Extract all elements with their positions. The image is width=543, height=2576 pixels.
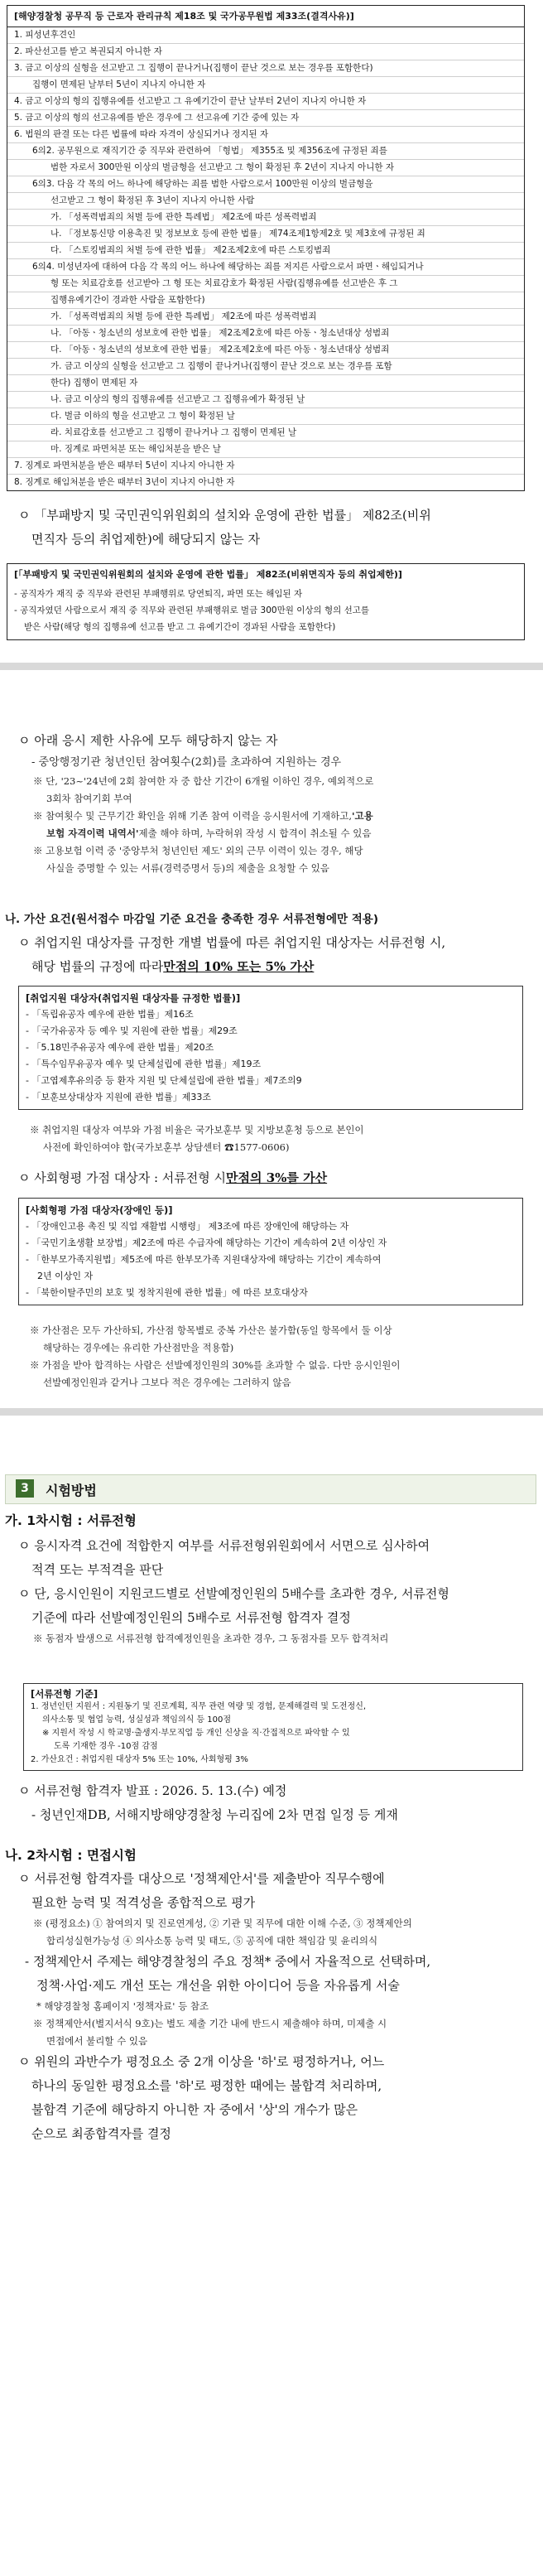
social-equity-box-title: [사회형평 가점 대상자(장애인 등)]	[26, 1204, 173, 1216]
page-separator-2	[0, 1408, 543, 1416]
section-title: 시험방법	[46, 1483, 97, 1498]
social-equity-item: - 「국민기초생활 보장법」제2조에 따른 수급자에 해당하는 기간이 계속하여 2년 이상인 자	[26, 1237, 387, 1248]
second-exam-l2: 필요한 능력 및 적격성을 종합적으로 평가	[31, 1895, 256, 1910]
employment-support-box	[18, 986, 523, 1110]
disqualification-item: 가. 금고 이상의 실형을 선고받고 그 집행이 끝나거나(집행이 끝난 것으로 보는 경우를 포함	[7, 359, 524, 375]
bonus-line-2b: 만점의 10% 또는 5% 가산	[163, 959, 315, 974]
restriction-heading: ㅇ 아래 응시 제한 사유에 모두 해당하지 않는 자	[18, 733, 278, 748]
disqualification-item: 6의3. 다음 각 목의 어느 하나에 해당하는 죄를 범한 사람으로서 100만원 이상의 벌금형을	[7, 176, 524, 193]
section-header	[5, 1474, 536, 1504]
anticorruption-paragraph	[18, 504, 523, 552]
bonus-notes-2	[18, 1322, 523, 1392]
first-exam-note: ※ 동점자 발생으로 서류전형 합격예정인원을 초과한 경우, 그 동점자를 모두 합격처리	[33, 1633, 389, 1644]
bonus-heading: 나. 가산 요건(원서접수 마감일 기준 요건을 충족한 경우 서류전형에만 적용)	[5, 913, 378, 926]
second-exam-l11: 하나의 동일한 평정요소를 '하'로 평정한 때에는 불합격 처리하며,	[31, 2078, 382, 2093]
document-criteria-l4: 도록 기재한 경우 -10점 감점	[54, 1742, 158, 1751]
bonus-paragraph	[18, 931, 523, 979]
disqualification-item: 1. 피성년후견인	[7, 27, 524, 44]
bonus-line-1: ㅇ 취업지원 대상자를 규정한 개별 법률에 따른 취업지원 대상자는 서류전형 시,	[18, 935, 446, 950]
disqualification-box-title: [해양경찰청 공무직 등 근로자 관리규칙 제18조 및 국가공무원법 제33조(결격사유)]	[7, 6, 524, 27]
employment-support-item: - 「독립유공자 예우에 관한 법률」제16조	[26, 1009, 194, 1020]
employment-support-item: - 「국가유공자 등 예우 및 지원에 관한 법률」제29조	[26, 1025, 238, 1036]
second-exam-l6: 정책·사업·제도 개선 또는 개선을 위한 아이디어 등을 자유롭게 서술	[36, 1978, 400, 1993]
disqualification-item: 형 또는 치료감호를 선고받아 그 형 또는 치료감호가 확정된 사람(집행유예를 선고받은 후 그	[7, 276, 524, 292]
first-exam-l1: ㅇ 응시자격 요건에 적합한지 여부를 서류전형위원회에서 서면으로 심사하여	[18, 1538, 430, 1553]
disqualification-item: 6. 법원의 판결 또는 다른 법률에 따라 자격이 상실되거나 정지된 자	[7, 127, 524, 143]
disqualification-box	[7, 5, 525, 491]
social-equity-item: - 「장애인고용 촉진 및 직업 재활법 시행령」 제3조에 따른 장애인에 해당하는 자	[26, 1221, 349, 1232]
social-equity-item: - 「한부모가족지원법」제5조에 따른 한부모가족 지원대상자에 해당하는 기간이 계속하여	[26, 1254, 382, 1265]
employment-support-item: - 「특수임무유공자 예우 및 단체설립에 관한 법률」제19조	[26, 1059, 262, 1069]
second-exam-l7: * 해양경찰청 홈페이지 '정책자료' 등 참조	[36, 2000, 209, 2012]
disqualification-item: 선고받고 그 형이 확정된 후 3년이 지나지 아니한 사람	[7, 193, 524, 210]
page-separator-1	[0, 663, 543, 670]
restriction-note-2c: 제출 해야 하며, 누락허위 작성 시 합격이 취소될 수 있음	[138, 827, 372, 839]
disqualification-item: 나. 「아동ㆍ청소년의 성보호에 관한 법률」 제2조제2호에 따른 아동ㆍ청소년대상 성범죄	[7, 326, 524, 342]
document-criteria-l3: ※ 지원서 작성 시 학교명·출생지·부모직업 등 개인 신상을 직·간접적으로 파악할 수 있	[42, 1729, 350, 1738]
social-equity-list	[26, 1218, 516, 1301]
second-exam-l1: ㅇ 서류전형 합격자를 대상으로 '정책제안서'를 제출받아 직무수행에	[18, 1871, 385, 1886]
disqualification-item: 집행이 면제된 날부터 5년이 지나지 아니한 자	[7, 77, 524, 94]
employment-support-list	[26, 1006, 516, 1106]
bonus-note-1	[18, 1122, 523, 1156]
second-exam-l13: 순으로 최종합격자를 결정	[31, 2126, 171, 2141]
bonus-line-2a: 해당 법률의 규정에 따라	[31, 959, 164, 974]
first-exam-l5: ㅇ 서류전형 합격자 발표 : 2026. 5. 13.(수) 예정	[18, 1783, 287, 1798]
disqualification-list	[7, 27, 524, 490]
restriction-note-2b: 보험 자격이력 내역서'	[46, 827, 139, 839]
disqualification-item: 7. 징계로 파면처분을 받은 때부터 5년이 지나지 아니한 자	[7, 458, 524, 475]
disqualification-item: 다. 벌금 이하의 형을 선고받고 그 형이 확정된 날	[7, 408, 524, 425]
first-exam-result	[18, 1779, 523, 1827]
section-number: 3	[16, 1479, 34, 1498]
social-equity-item: 2년 이상인 자	[37, 1271, 94, 1281]
disqualification-item: 가. 「성폭력범죄의 처벌 등에 관한 특례법」 제2조에 따른 성폭력범죄	[7, 309, 524, 326]
disqualification-item: 다. 「아동ㆍ청소년의 성보호에 관한 법률」 제2조제2호에 따른 아동ㆍ청소년대상 성범죄	[7, 342, 524, 359]
disqualification-item: 2. 파산선고를 받고 복권되지 아니한 자	[7, 44, 524, 60]
document-criteria-box	[23, 1683, 523, 1771]
disqualification-item: 가. 「성폭력범죄의 처벌 등에 관한 특례법」 제2조에 따른 성폭력범죄	[7, 210, 524, 226]
document-criteria-title: [서류전형 기준]	[31, 1688, 99, 1700]
social-equity-item: - 「북한이탈주민의 보호 및 정착지원에 관한 법률」에 따른 보호대상자	[26, 1287, 308, 1298]
restriction-note-3a: ※ 고용보험 이력 중 '중앙부처 청년인턴 제도' 외의 근무 이력이 있는 경우, 해당	[33, 845, 363, 856]
first-exam-l2: 적격 또는 부적격을 판단	[31, 1562, 164, 1577]
disqualification-item: 라. 치료감호를 선고받고 그 집행이 끝나거나 그 집행이 면제된 날	[7, 425, 524, 441]
employment-support-item: - 「5.18민주유공자 예우에 관한 법률」제20조	[26, 1042, 214, 1053]
disqualification-item: 다. 「스토킹범죄의 처벌 등에 관한 법률」 제2조제2호에 따른 스토킹범죄	[7, 243, 524, 259]
first-exam-heading: 가. 1차시험 : 서류전형	[5, 1513, 137, 1528]
restriction-note-2a: ※ 참여횟수 및 근무기간 확인을 위해 기존 참여 이력을 응시원서에 기재하고,	[33, 810, 352, 822]
disqualification-item: 6의2. 공무원으로 재직기간 중 직무와 관련하여 「형법」 제355조 및 제356조에 규정된 죄를	[7, 143, 524, 160]
first-exam-l3: ㅇ 단, 응시인원이 지원코드별로 선발예정인원의 5배수를 초과한 경우, 서류전형	[18, 1586, 449, 1601]
restriction-item: - 중앙행정기관 청년인턴 참여횟수(2회)를 초과하여 지원하는 경우	[31, 756, 342, 769]
restriction-note-3b: 사실을 증명할 수 있는 서류(경력증명서 등)의 제출을 요청할 수 있음	[46, 862, 329, 874]
second-exam-l12: 불합격 기준에 해당하지 아니한 자 중에서 '상'의 개수가 많은	[31, 2102, 358, 2117]
disqualification-item: 범한 자로서 300만원 이상의 벌금형을 선고받고 그 형이 확정된 후 2년이 지나지 아니한 자	[7, 160, 524, 176]
document-criteria-l1: 1. 정년인턴 지원서 : 지원동기 및 진로계획, 직무 관련 역량 및 경험, 문제해결력 및 도전정신,	[31, 1702, 367, 1711]
first-exam-l4: 기준에 따라 선발예정인원의 5배수로 서류전형 합격자 결정	[31, 1610, 351, 1625]
first-exam-body	[18, 1534, 523, 1647]
bonus-note-3b: 선발예정인원과 같거나 그보다 적은 경우에는 그러하지 않음	[43, 1377, 291, 1388]
document-criteria-l2: 의사소통 및 협업 능력, 성실성과 책임의식 등 100점	[42, 1715, 232, 1725]
document-criteria-l5: 2. 가산요건 : 취업지원 대상자 5% 또는 10%, 사회형평 3%	[31, 1755, 248, 1764]
restriction-note-2bold: '고용	[351, 810, 373, 822]
second-exam-body	[18, 1867, 523, 2146]
disqualification-item: 6의4. 미성년자에 대하여 다음 각 목의 어느 하나에 해당하는 죄를 저지른 사람으로서 파면ㆍ해임되거나	[7, 259, 524, 276]
social-equity-box	[18, 1198, 523, 1305]
social-equity-a: ㅇ 사회형평 가점 대상자 : 서류전형 시	[18, 1170, 227, 1185]
disqualification-item: 4. 금고 이상의 형의 집행유예를 선고받고 그 유예기간이 끝난 날부터 2년이 지나지 아니한 자	[7, 94, 524, 110]
second-exam-l8: ※ 정책제안서(별지서식 9호)는 별도 제출 기간 내에 반드시 제출해야 하며, 미제출 시	[33, 2018, 387, 2029]
disqualification-item: 5. 금고 이상의 형의 선고유예를 받은 경우에 그 선고유예 기간 중에 있는 자	[7, 110, 524, 127]
anticorruption-line-1: ㅇ 「부패방지 및 국민권익위원회의 설치와 운영에 관한 법률」 제82조(비위	[18, 508, 431, 523]
restriction-note-1b: 3회차 참여기회 부여	[46, 793, 132, 804]
bonus-note-2b: 해당하는 경우에는 유리한 가산점만을 적용함)	[43, 1342, 234, 1353]
employment-support-item: - 「고엽제후유의증 등 환자 지원 및 단체설립에 관한 법률」제7조의9	[26, 1075, 302, 1086]
second-exam-heading: 나. 2차시험 : 면접시험	[5, 1848, 137, 1863]
bonus-note-2a: ※ 가산점은 모두 가산하되, 가산점 항목별로 중복 가산은 불가함(동일 항목에서 둘 이상	[30, 1324, 392, 1336]
disqualification-item: 마. 징계로 파면처분 또는 해임처분을 받은 날	[7, 441, 524, 458]
anticorruption-box-line-1: - 공직자가 재직 중 직무와 관련된 부패행위로 당연퇴직, 파면 또는 해임된 자	[14, 589, 303, 599]
first-exam-l6: - 청년인재DB, 서해지방해양경찰청 누리집에 2차 면접 일정 등 게재	[31, 1807, 398, 1822]
employment-support-box-title: [취업지원 대상자(취업지원 대상자를 규정한 법률)]	[26, 992, 241, 1004]
second-exam-l4: 합리성실현가능성 ④ 의사소통 능력 및 태도, ⑤ 공직에 대한 책임감 및 윤리의식	[46, 1935, 378, 1946]
anticorruption-box	[7, 563, 525, 640]
anticorruption-box-title: [「부패방지 및 국민권익위원회의 설치와 운영에 관한 법률」 제82조(비위면직자 등의 취업제한)]	[14, 569, 402, 580]
disqualification-item: 집행유예기간이 경과한 사람을 포함한다)	[7, 292, 524, 309]
anticorruption-box-line-3: 받은 사람(해당 형의 집행유예 선고를 받고 그 유예기간이 경과된 사람을 포함한다)	[24, 622, 336, 632]
disqualification-item: 나. 「정보통신망 이용촉진 및 정보보호 등에 관한 법률」 제74조제1항제2호 및 제3호에 규정된 죄	[7, 226, 524, 243]
second-exam-l10: ㅇ 위원의 과반수가 평정요소 중 2개 이상을 '하'로 평정하거나, 어느	[18, 2054, 385, 2069]
disqualification-item: 한다) 집행이 면제된 자	[7, 375, 524, 392]
restriction-note-1a: ※ 단, '23~'24년에 2회 참여한 자 중 합산 기간이 6개월 이하인 경우, 예외적으로	[33, 775, 374, 787]
second-exam-l9: 면접에서 불리할 수 있음	[46, 2035, 148, 2047]
disqualification-item: 8. 징계로 해임처분을 받은 때부터 3년이 지나지 아니한 자	[14, 477, 235, 487]
bonus-note-1b: 사전에 확인하여야 함(국가보훈부 상담센터 ☎1577-0606)	[43, 1141, 290, 1153]
disqualification-item: 나. 금고 이상의 형의 집행유예를 선고받고 그 집행유예가 확정된 날	[7, 392, 524, 408]
bonus-note-1a: ※ 취업지원 대상자 여부와 가점 비율은 국가보훈부 및 지방보훈청 등으로 본인이	[30, 1124, 364, 1136]
social-equity-b: 만점의 3%를 가산	[226, 1170, 328, 1185]
anticorruption-line-2: 면직자 등의 취업제한)에 해당되지 않는 자	[31, 532, 261, 547]
anticorruption-box-line-2: - 공직자였던 사람으로서 재직 중 직무와 관련된 부패행위로 벌금 300만원 이상의 형의 선고를	[14, 605, 370, 615]
second-exam-l3: ※ (평정요소) ① 참여의지 및 진로연계성, ② 기관 및 직무에 대한 이해 수준, ③ 정책제안의	[33, 1918, 412, 1929]
disqualification-item: 3. 금고 이상의 실형을 선고받고 그 집행이 끝나거나(집행이 끝난 것으로 보는 경우를 포함한다)	[7, 60, 524, 77]
bonus-note-3a: ※ 가점을 받아 합격하는 사람은 선발예정인원의 30%를 초과할 수 없음. 다만 응시인원이	[30, 1359, 401, 1371]
second-exam-l5: - 정책제안서 주제는 해양경찰청의 주요 정책* 중에서 자율적으로 선택하며,	[25, 1954, 431, 1969]
restriction-section	[18, 729, 523, 877]
employment-support-item: - 「보훈보상대상자 지원에 관한 법률」제33조	[26, 1092, 211, 1102]
social-equity-line	[18, 1166, 523, 1190]
